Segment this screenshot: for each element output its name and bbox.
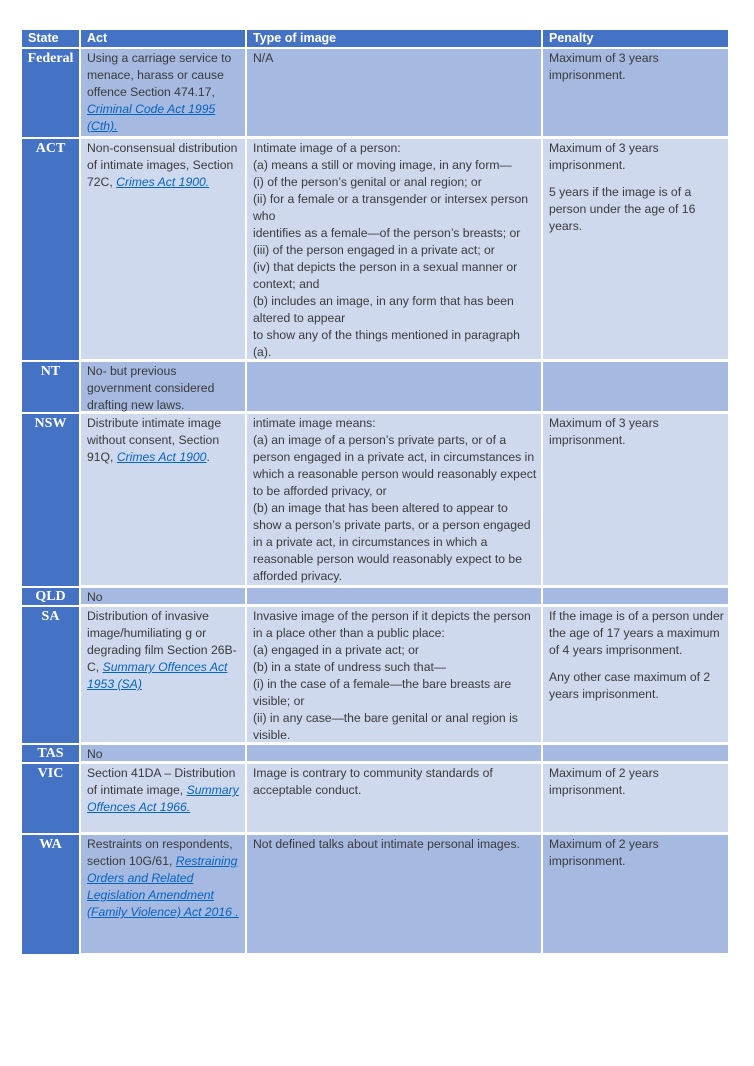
- act-cell-nt: No- but previous government considered drafting new laws.: [81, 362, 245, 411]
- type-cell-nt: [247, 362, 541, 411]
- penalty-cell-vic: Maximum of 2 years imprisonment.: [543, 764, 728, 832]
- type-cell-tas: [247, 745, 541, 761]
- act-link-crimes-act-act[interactable]: Crimes Act 1900.: [116, 175, 210, 189]
- state-cell-vic: VIC: [22, 764, 79, 833]
- penalty-cell-sa: [543, 607, 728, 742]
- type-cell-sa: Invasive image of the person if it depicts the person in a place other than a public place: (a) engaged in a private act; or (b) in a state of undress such that— (i) in the case of a female—the bare breasts are visible; or (ii) in any case—the bare genital or anal region is visible.: [247, 607, 541, 742]
- penalty-cell-wa: Maximum of 2 years imprisonment.: [543, 835, 728, 953]
- act-text: Distribution of invasive image/humiliating g or degrading film Section 26B-C,: [87, 609, 237, 674]
- penalty-cell-qld: [543, 588, 728, 604]
- act-cell-sa: [81, 607, 245, 742]
- act-cell-act: [81, 139, 245, 359]
- header-act: Act: [81, 30, 245, 47]
- act-text: Distribute intimate image without consent, Section 91Q,: [87, 416, 222, 464]
- type-cell-act: Intimate image of a person: (a) means a still or moving image, in any form— (i) of the person’s genital or anal region; or (ii) for a female or a transgender or intersex person who identifies as a female—of the person’s breasts; or (iii) of the person engaged in a private act; or (iv) that depicts the person in a sexual manner or context; and (b) includes an image, in any form that has been altered to appear to show any of the things mentioned in paragraph (a).: [247, 139, 541, 359]
- type-cell-vic: Image is contrary to community standards of acceptable conduct.: [247, 764, 541, 832]
- act-cell-qld: No: [81, 588, 245, 604]
- header-type-of-image: Type of image: [247, 30, 541, 47]
- act-cell-tas: No: [81, 745, 245, 761]
- act-link-summary-offences-sa[interactable]: Summary Offences Act 1953 (SA): [87, 660, 228, 691]
- penalty-cell-federal: Maximum of 3 years imprisonment.: [543, 49, 728, 136]
- penalty-extra-text: 5 years if the image is of a person under the age of 16 years.: [549, 185, 696, 233]
- act-cell-vic: [81, 764, 245, 832]
- legislation-table: [22, 30, 728, 954]
- act-link-restraining-orders[interactable]: Restraining Orders and Related Legislation Amendment (Family Violence) Act 2016 .: [87, 854, 239, 919]
- header-state: State: [22, 30, 79, 47]
- act-cell-federal: [81, 49, 245, 136]
- penalty-cell-act: [543, 139, 728, 359]
- act-link-summary-offences-vic[interactable]: Summary Offences Act 1966.: [87, 783, 239, 814]
- act-link-crimes-act-nsw[interactable]: Crimes Act 1900: [116, 450, 207, 464]
- type-cell-federal: N/A: [247, 49, 541, 136]
- act-link-criminal-code[interactable]: Criminal Code Act 1995 (Cth).: [87, 102, 216, 133]
- state-cell-act: ACT: [22, 139, 79, 360]
- act-cell-nsw: [81, 414, 245, 585]
- state-cell-federal: Federal: [22, 49, 79, 137]
- penalty-extra-text: Any other case maximum of 2 years imprisonment.: [549, 670, 711, 701]
- state-cell-tas: TAS: [22, 745, 79, 762]
- act-text: Non-consensual distribution of intimate images, Section 72C,: [87, 141, 238, 189]
- act-cell-wa: [81, 835, 245, 953]
- type-cell-wa: Not defined talks about intimate personal images.: [247, 835, 541, 953]
- penalty-cell-nsw: Maximum of 3 years imprisonment.: [543, 414, 728, 585]
- penalty-cell-nt: [543, 362, 728, 411]
- act-text: Section 41DA – Distribution of intimate image,: [87, 766, 236, 797]
- penalty-cell-tas: [543, 745, 728, 761]
- type-cell-nsw: intimate image means: (a) an image of a person’s private parts, or of a person engaged in a private act, in circumstances in which a reasonable person would reasonably expect to be afforded privacy, or (b) an image that has been altered to appear to show a person’s private parts, or a person engaged in a private act, in circumstances in which a reasonable person would reasonably expect to be afforded privacy.: [247, 414, 541, 585]
- state-cell-wa: WA: [22, 835, 79, 954]
- state-cell-nt: NT: [22, 362, 79, 412]
- state-cell-sa: SA: [22, 607, 79, 743]
- header-penalty: Penalty: [543, 30, 728, 47]
- state-cell-nsw: NSW: [22, 414, 79, 586]
- act-text: Restraints on respondents, section 10G/61,: [87, 837, 233, 868]
- penalty-text: If the image is of a person under the age of 17 years a maximum of 4 years imprisonment.: [549, 609, 724, 657]
- penalty-text: Maximum of 3 years imprisonment.: [549, 141, 659, 172]
- act-suffix: .: [206, 450, 210, 464]
- type-cell-qld: [247, 588, 541, 604]
- state-cell-qld: QLD: [22, 588, 79, 605]
- act-text: Using a carriage service to menace, harass or cause offence Section 474.17,: [87, 51, 232, 99]
